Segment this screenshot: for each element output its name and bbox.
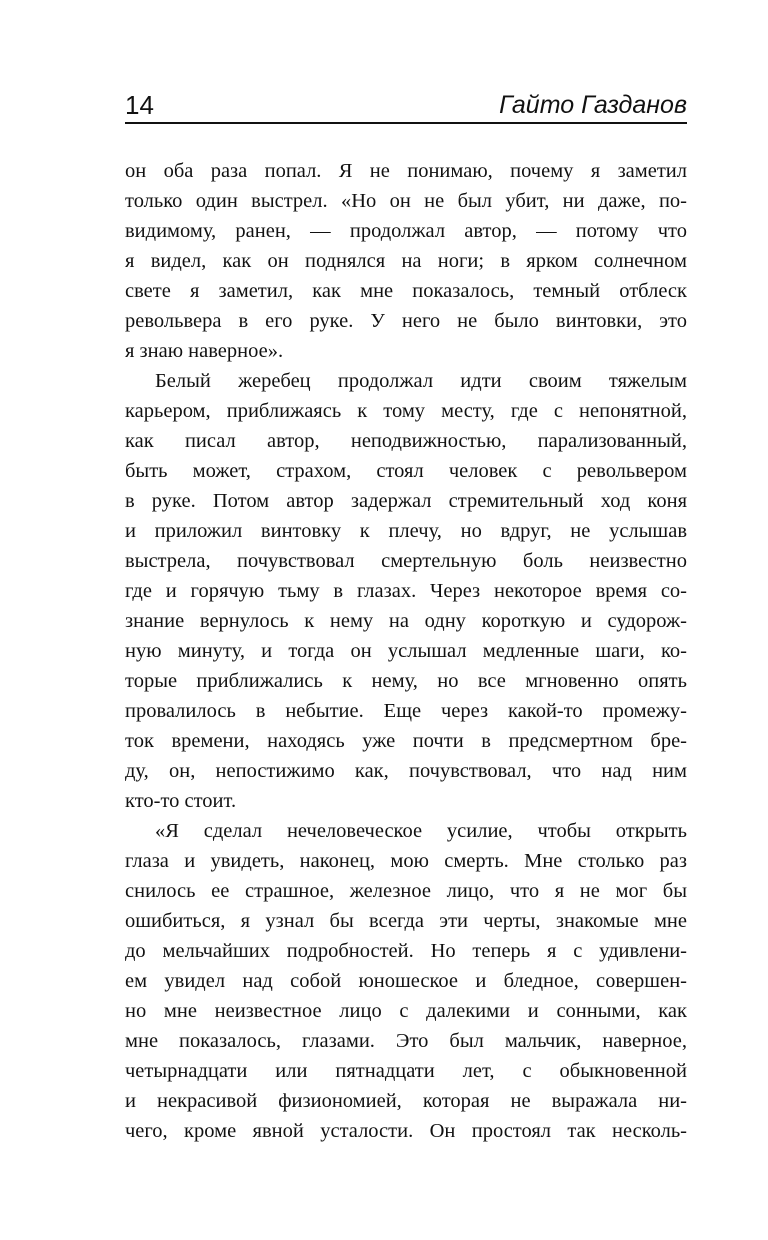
text-line: в руке. Потом автор задержал стремительный ход коня: [125, 490, 687, 512]
author-name: Гайто Газданов: [499, 91, 687, 119]
text-line: чего, кроме явной усталости. Он простоял так несколь-: [125, 1120, 687, 1142]
text-line: он оба раза попал. Я не понимаю, почему я заметил: [125, 160, 687, 182]
text-line: но мне неизвестное лицо с далекими и сонными, как: [125, 1000, 687, 1022]
text-line: мне показалось, глазами. Это был мальчик, наверное,: [125, 1030, 687, 1052]
text-line: ем увидел над собой юношеское и бледное, совершен-: [125, 970, 687, 992]
running-head: [125, 88, 687, 124]
text-line: ную минуту, и тогда он услышал медленные шаги, ко-: [125, 640, 687, 662]
text-line: четырнадцати или пятнадцати лет, с обыкновенной: [125, 1060, 687, 1082]
text-line: провалилось в небытие. Еще через какой-то промежу-: [125, 700, 687, 722]
text-line: ошибиться, я узнал бы всегда эти черты, знакомые мне: [125, 910, 687, 932]
text-body: [125, 156, 687, 1146]
text-line: карьером, приближаясь к тому месту, где с непонятной,: [125, 400, 687, 422]
text-line: «Я сделал нечеловеческое усилие, чтобы открыть: [155, 820, 687, 842]
paragraph: [125, 156, 687, 366]
paragraph: [125, 816, 687, 1146]
text-line: свете я заметил, как мне показалось, темный отблеск: [125, 280, 687, 302]
text-line: только один выстрел. «Но он не был убит, ни даже, по-: [125, 190, 687, 212]
text-line: и некрасивой физиономией, которая не выражала ни-: [125, 1090, 687, 1112]
text-line: как писал автор, неподвижностью, парализованный,: [125, 430, 687, 452]
text-line: глаза и увидеть, наконец, мою смерть. Мне столько раз: [125, 850, 687, 872]
text-line: ток времени, находясь уже почти в предсмертном бре-: [125, 730, 687, 752]
text-line: револьвера в его руке. У него не было винтовки, это: [125, 310, 687, 332]
page-number: 14: [125, 90, 154, 120]
text-line: где и горячую тьму в глазах. Через некоторое время со-: [125, 580, 687, 602]
text-line: до мельчайших подробностей. Но теперь я с удивлени-: [125, 940, 687, 962]
book-page: [125, 88, 687, 1146]
text-line: ду, он, непостижимо как, почувствовал, что над ним: [125, 760, 687, 782]
text-line: быть может, страхом, стоял человек с револьвером: [125, 460, 687, 482]
text-line: я знаю наверное».: [125, 340, 284, 362]
paragraph: [125, 366, 687, 816]
text-line: снилось ее страшное, железное лицо, что я не мог бы: [125, 880, 687, 902]
text-line: кто-то стоит.: [125, 790, 237, 812]
text-line: и приложил винтовку к плечу, но вдруг, не услышав: [125, 520, 687, 542]
text-line: выстрела, почувствовал смертельную боль неизвестно: [125, 550, 687, 572]
text-line: торые приближались к нему, но все мгновенно опять: [125, 670, 687, 692]
text-line: видимому, ранен, — продолжал автор, — потому что: [125, 220, 687, 242]
text-line: я видел, как он поднялся на ноги; в ярком солнечном: [125, 250, 687, 272]
text-line: Белый жеребец продолжал идти своим тяжелым: [155, 370, 687, 392]
text-line: знание вернулось к нему на одну короткую и судорож-: [125, 610, 687, 632]
